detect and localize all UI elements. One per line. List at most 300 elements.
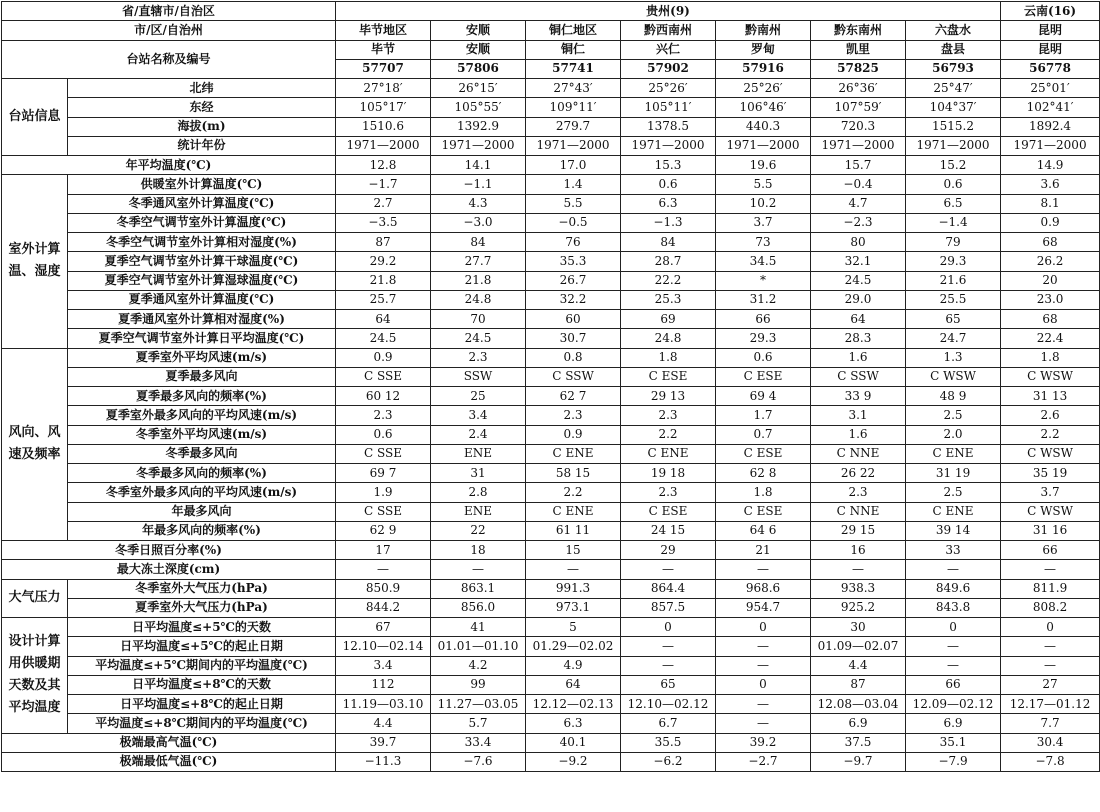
value-cell: −7.9 xyxy=(906,752,1001,771)
station-name-cell: 凯里 xyxy=(811,40,906,59)
value-cell: C SSW xyxy=(526,367,621,386)
value-cell: 80 xyxy=(811,233,906,252)
value-cell: C ESE xyxy=(716,502,811,521)
table-row xyxy=(2,521,1100,540)
value-cell: 1.7 xyxy=(716,406,811,425)
value-cell: 01.09—02.07 xyxy=(811,637,906,656)
city-cell: 黔东南州 xyxy=(811,21,906,40)
value-cell: 24.5 xyxy=(811,271,906,290)
value-cell: ENE xyxy=(431,444,526,463)
value-cell: 2.0 xyxy=(906,425,1001,444)
value-cell: — xyxy=(716,637,811,656)
value-cell: 863.1 xyxy=(431,579,526,598)
value-cell: 4.9 xyxy=(526,656,621,675)
station-label: 台站名称及编号 xyxy=(2,40,336,79)
value-cell: — xyxy=(716,695,811,714)
row-label: 年最多风向的频率(%) xyxy=(68,521,336,540)
value-cell: 0.6 xyxy=(336,425,431,444)
value-cell: 17 xyxy=(336,541,431,560)
value-cell: — xyxy=(906,637,1001,656)
province-yunnan: 云南(16) xyxy=(1001,2,1100,21)
table-row xyxy=(2,387,1100,406)
value-cell: 1.8 xyxy=(716,483,811,502)
value-cell: 1515.2 xyxy=(906,117,1001,136)
value-cell: −1.3 xyxy=(621,213,716,232)
value-cell: C WSW xyxy=(1001,502,1100,521)
value-cell: 0 xyxy=(716,618,811,637)
value-cell: 21.8 xyxy=(431,271,526,290)
value-cell: 21.8 xyxy=(336,271,431,290)
station-name-cell: 安顺 xyxy=(431,40,526,59)
table-row xyxy=(2,637,1100,656)
value-cell: 20 xyxy=(1001,271,1100,290)
value-cell: 32.2 xyxy=(526,290,621,309)
row-label: 年最多风向 xyxy=(68,502,336,521)
value-cell: 3.7 xyxy=(716,213,811,232)
value-cell: — xyxy=(1001,637,1100,656)
value-cell: 6.7 xyxy=(621,714,716,733)
city-cell: 黔南州 xyxy=(716,21,811,40)
value-cell: 31 16 xyxy=(1001,521,1100,540)
table-row xyxy=(2,502,1100,521)
value-cell: 2.3 xyxy=(621,406,716,425)
value-cell: 856.0 xyxy=(431,598,526,617)
value-cell: 62 9 xyxy=(336,521,431,540)
row-label: 夏季通风室外计算温度(℃) xyxy=(68,290,336,309)
value-cell: 14.1 xyxy=(431,156,526,175)
value-cell: 31 13 xyxy=(1001,387,1100,406)
station-name-cell: 罗甸 xyxy=(716,40,811,59)
table-row xyxy=(2,348,1100,367)
value-cell: C SSW xyxy=(811,367,906,386)
value-cell: 68 xyxy=(1001,233,1100,252)
row-label: 夏季室外平均风速(m/s) xyxy=(68,348,336,367)
value-cell: 24.5 xyxy=(431,329,526,348)
value-cell: C ESE xyxy=(716,444,811,463)
value-cell: 1971—2000 xyxy=(336,136,431,155)
value-cell: 0.6 xyxy=(716,348,811,367)
value-cell: 12.12—02.13 xyxy=(526,695,621,714)
value-cell: 5 xyxy=(526,618,621,637)
value-cell: 107°59′ xyxy=(811,98,906,117)
value-cell: 84 xyxy=(621,233,716,252)
value-cell: 35.5 xyxy=(621,733,716,752)
value-cell: 1971—2000 xyxy=(431,136,526,155)
value-cell: 2.3 xyxy=(621,483,716,502)
table-row xyxy=(2,290,1100,309)
table-row xyxy=(2,156,1100,175)
value-cell: 106°46′ xyxy=(716,98,811,117)
value-cell: 29 15 xyxy=(811,521,906,540)
row-label: 日平均温度≤+8℃的天数 xyxy=(68,675,336,694)
value-cell: 5.5 xyxy=(716,175,811,194)
value-cell: 01.29—02.02 xyxy=(526,637,621,656)
value-cell: 29.2 xyxy=(336,252,431,271)
value-cell: — xyxy=(621,560,716,579)
table-row xyxy=(2,695,1100,714)
row-label: 夏季室外最多风向的平均风速(m/s) xyxy=(68,406,336,425)
value-cell: 01.01—01.10 xyxy=(431,637,526,656)
value-cell: −7.6 xyxy=(431,752,526,771)
value-cell: 66 xyxy=(716,310,811,329)
table-row xyxy=(2,444,1100,463)
value-cell: 29 13 xyxy=(621,387,716,406)
value-cell: 12.09—02.12 xyxy=(906,695,1001,714)
value-cell: 26°15′ xyxy=(431,79,526,98)
value-cell: 33 xyxy=(906,541,1001,560)
value-cell: 2.2 xyxy=(526,483,621,502)
station-name-cell: 盘县 xyxy=(906,40,1001,59)
value-cell: −3.0 xyxy=(431,213,526,232)
value-cell: 857.5 xyxy=(621,598,716,617)
table-row xyxy=(2,714,1100,733)
value-cell: 440.3 xyxy=(716,117,811,136)
value-cell: 1.8 xyxy=(621,348,716,367)
value-cell: 25 xyxy=(431,387,526,406)
station-id-cell: 56778 xyxy=(1001,59,1100,78)
station-id-cell: 57916 xyxy=(716,59,811,78)
table-row xyxy=(2,541,1100,560)
value-cell: 35.1 xyxy=(906,733,1001,752)
climate-data-table xyxy=(1,1,1100,772)
value-cell: 76 xyxy=(526,233,621,252)
value-cell: 0.9 xyxy=(1001,213,1100,232)
category-label: 室外计算温、湿度 xyxy=(2,175,68,348)
value-cell: 0.6 xyxy=(906,175,1001,194)
value-cell: −9.2 xyxy=(526,752,621,771)
table-row xyxy=(2,752,1100,771)
province-label: 省/直辖市/自治区 xyxy=(2,2,336,21)
value-cell: C ESE xyxy=(716,367,811,386)
table-row xyxy=(2,464,1100,483)
table-row xyxy=(2,252,1100,271)
value-cell: 844.2 xyxy=(336,598,431,617)
table-row xyxy=(2,329,1100,348)
value-cell: 1.3 xyxy=(906,348,1001,367)
value-cell: C SSE xyxy=(336,502,431,521)
value-cell: C ENE xyxy=(906,502,1001,521)
value-cell: 66 xyxy=(906,675,1001,694)
value-cell: 15.3 xyxy=(621,156,716,175)
value-cell: 105°55′ xyxy=(431,98,526,117)
value-cell: C ENE xyxy=(526,502,621,521)
value-cell: −7.8 xyxy=(1001,752,1100,771)
value-cell: 40.1 xyxy=(526,733,621,752)
value-cell: 26°36′ xyxy=(811,79,906,98)
row-label: 夏季室外大气压力(hPa) xyxy=(68,598,336,617)
value-cell: 84 xyxy=(431,233,526,252)
value-cell: −0.5 xyxy=(526,213,621,232)
value-cell: 70 xyxy=(431,310,526,329)
value-cell: — xyxy=(1001,560,1100,579)
table-row xyxy=(2,233,1100,252)
value-cell: 29.0 xyxy=(811,290,906,309)
value-cell: −2.7 xyxy=(716,752,811,771)
value-cell: 39.7 xyxy=(336,733,431,752)
value-cell: 6.3 xyxy=(621,194,716,213)
table-row xyxy=(2,618,1100,637)
value-cell: 0.9 xyxy=(526,425,621,444)
value-cell: −11.3 xyxy=(336,752,431,771)
value-cell: 41 xyxy=(431,618,526,637)
value-cell: 4.4 xyxy=(336,714,431,733)
table-row xyxy=(2,271,1100,290)
value-cell: 29.3 xyxy=(716,329,811,348)
table-row xyxy=(2,560,1100,579)
city-cell: 昆明 xyxy=(1001,21,1100,40)
value-cell: — xyxy=(621,637,716,656)
value-cell: — xyxy=(716,560,811,579)
value-cell: 27 xyxy=(1001,675,1100,694)
table-row xyxy=(2,406,1100,425)
city-cell: 黔西南州 xyxy=(621,21,716,40)
value-cell: 23.0 xyxy=(1001,290,1100,309)
row-label: 年平均温度(℃) xyxy=(2,156,336,175)
value-cell: — xyxy=(431,560,526,579)
row-label: 海拔(m) xyxy=(68,117,336,136)
value-cell: 1.8 xyxy=(1001,348,1100,367)
value-cell: 34.5 xyxy=(716,252,811,271)
value-cell: −6.2 xyxy=(621,752,716,771)
value-cell: 0.7 xyxy=(716,425,811,444)
value-cell: — xyxy=(906,656,1001,675)
value-cell: 112 xyxy=(336,675,431,694)
table-row xyxy=(2,656,1100,675)
value-cell: 6.9 xyxy=(811,714,906,733)
value-cell: 7.7 xyxy=(1001,714,1100,733)
value-cell: 4.3 xyxy=(431,194,526,213)
station-name-cell: 昆明 xyxy=(1001,40,1100,59)
value-cell: 19 18 xyxy=(621,464,716,483)
table-row xyxy=(2,79,1100,98)
value-cell: — xyxy=(811,560,906,579)
value-cell: C ENE xyxy=(621,444,716,463)
value-cell: 0.6 xyxy=(621,175,716,194)
table-row xyxy=(2,310,1100,329)
row-label: 冬季最多风向的频率(%) xyxy=(68,464,336,483)
value-cell: 11.27—03.05 xyxy=(431,695,526,714)
value-cell: 66 xyxy=(1001,541,1100,560)
value-cell: 14.9 xyxy=(1001,156,1100,175)
value-cell: 87 xyxy=(336,233,431,252)
value-cell: SSW xyxy=(431,367,526,386)
value-cell: 2.6 xyxy=(1001,406,1100,425)
value-cell: 3.4 xyxy=(336,656,431,675)
value-cell: 10.2 xyxy=(716,194,811,213)
row-label: 夏季空气调节室外计算干球温度(℃) xyxy=(68,252,336,271)
value-cell: 17.0 xyxy=(526,156,621,175)
row-label: 日平均温度≤+8℃的起止日期 xyxy=(68,695,336,714)
value-cell: 954.7 xyxy=(716,598,811,617)
value-cell: 25°01′ xyxy=(1001,79,1100,98)
value-cell: 31 19 xyxy=(906,464,1001,483)
city-label: 市/区/自治州 xyxy=(2,21,336,40)
value-cell: C ESE xyxy=(621,367,716,386)
value-cell: −1.7 xyxy=(336,175,431,194)
value-cell: C ENE xyxy=(906,444,1001,463)
value-cell: 1392.9 xyxy=(431,117,526,136)
value-cell: 24 15 xyxy=(621,521,716,540)
value-cell: 843.8 xyxy=(906,598,1001,617)
value-cell: — xyxy=(716,714,811,733)
value-cell: 39.2 xyxy=(716,733,811,752)
table-row xyxy=(2,579,1100,598)
value-cell: 30.4 xyxy=(1001,733,1100,752)
value-cell: 6.3 xyxy=(526,714,621,733)
value-cell: 25.5 xyxy=(906,290,1001,309)
table-row xyxy=(2,733,1100,752)
category-label: 大气压力 xyxy=(2,579,68,618)
value-cell: 1510.6 xyxy=(336,117,431,136)
value-cell: C SSE xyxy=(336,444,431,463)
value-cell: 65 xyxy=(906,310,1001,329)
table-row xyxy=(2,367,1100,386)
value-cell: 16 xyxy=(811,541,906,560)
value-cell: 31 xyxy=(431,464,526,483)
category-label: 台站信息 xyxy=(2,79,68,156)
value-cell: 2.3 xyxy=(336,406,431,425)
value-cell: 64 xyxy=(526,675,621,694)
value-cell: 849.6 xyxy=(906,579,1001,598)
row-label: 统计年份 xyxy=(68,136,336,155)
row-label: 夏季空气调节室外计算日平均温度(℃) xyxy=(68,329,336,348)
value-cell: 102°41′ xyxy=(1001,98,1100,117)
value-cell: −9.7 xyxy=(811,752,906,771)
table-row xyxy=(2,98,1100,117)
value-cell: 26.2 xyxy=(1001,252,1100,271)
value-cell: 1971—2000 xyxy=(1001,136,1100,155)
value-cell: 22.4 xyxy=(1001,329,1100,348)
row-label: 最大冻土深度(cm) xyxy=(2,560,336,579)
category-label: 风向、风速及频率 xyxy=(2,348,68,541)
value-cell: 105°17′ xyxy=(336,98,431,117)
value-cell: 0 xyxy=(1001,618,1100,637)
table-row xyxy=(2,175,1100,194)
table-row xyxy=(2,194,1100,213)
city-cell: 铜仁地区 xyxy=(526,21,621,40)
value-cell: 67 xyxy=(336,618,431,637)
row-label: 夏季最多风向 xyxy=(68,367,336,386)
station-id-cell: 57806 xyxy=(431,59,526,78)
value-cell: 29.3 xyxy=(906,252,1001,271)
value-cell: 1971—2000 xyxy=(621,136,716,155)
value-cell: 22 xyxy=(431,521,526,540)
value-cell: C ESE xyxy=(621,502,716,521)
value-cell: 29 xyxy=(621,541,716,560)
province-row xyxy=(2,2,1100,21)
table-row xyxy=(2,598,1100,617)
value-cell: 68 xyxy=(1001,310,1100,329)
value-cell: 808.2 xyxy=(1001,598,1100,617)
city-cell: 六盘水 xyxy=(906,21,1001,40)
value-cell: C SSE xyxy=(336,367,431,386)
value-cell: 12.17—01.12 xyxy=(1001,695,1100,714)
value-cell: 6.9 xyxy=(906,714,1001,733)
value-cell: 15.7 xyxy=(811,156,906,175)
value-cell: 12.08—03.04 xyxy=(811,695,906,714)
city-row xyxy=(2,21,1100,40)
value-cell: 109°11′ xyxy=(526,98,621,117)
value-cell: 2.5 xyxy=(906,483,1001,502)
value-cell: 279.7 xyxy=(526,117,621,136)
value-cell: 0.8 xyxy=(526,348,621,367)
value-cell: 1971—2000 xyxy=(906,136,1001,155)
value-cell: 60 xyxy=(526,310,621,329)
value-cell: 973.1 xyxy=(526,598,621,617)
row-label: 极端最低气温(℃) xyxy=(2,752,336,771)
category-label: 设计计算用供暖期天数及其平均温度 xyxy=(2,618,68,734)
value-cell: 64 xyxy=(811,310,906,329)
value-cell: 1.6 xyxy=(811,348,906,367)
value-cell: 35 19 xyxy=(1001,464,1100,483)
value-cell: 62 7 xyxy=(526,387,621,406)
value-cell: ENE xyxy=(431,502,526,521)
station-id-cell: 57825 xyxy=(811,59,906,78)
value-cell: 2.4 xyxy=(431,425,526,444)
value-cell: 0 xyxy=(906,618,1001,637)
row-label: 供暖室外计算温度(℃) xyxy=(68,175,336,194)
row-label: 冬季通风室外计算温度(℃) xyxy=(68,194,336,213)
value-cell: 33.4 xyxy=(431,733,526,752)
value-cell: 15 xyxy=(526,541,621,560)
value-cell: 37.5 xyxy=(811,733,906,752)
value-cell: 32.1 xyxy=(811,252,906,271)
value-cell: 28.3 xyxy=(811,329,906,348)
value-cell: 24.8 xyxy=(621,329,716,348)
value-cell: 864.4 xyxy=(621,579,716,598)
value-cell: 24.8 xyxy=(431,290,526,309)
station-name-cell: 兴仁 xyxy=(621,40,716,59)
value-cell: 26 22 xyxy=(811,464,906,483)
value-cell: 1378.5 xyxy=(621,117,716,136)
row-label: 冬季空气调节室外计算温度(℃) xyxy=(68,213,336,232)
value-cell: C WSW xyxy=(1001,367,1100,386)
value-cell: 31.2 xyxy=(716,290,811,309)
value-cell: 87 xyxy=(811,675,906,694)
value-cell: 2.3 xyxy=(526,406,621,425)
value-cell: 4.4 xyxy=(811,656,906,675)
value-cell: 2.3 xyxy=(811,483,906,502)
value-cell: 27.7 xyxy=(431,252,526,271)
value-cell: 938.3 xyxy=(811,579,906,598)
row-label: 日平均温度≤+5℃的起止日期 xyxy=(68,637,336,656)
value-cell: 1892.4 xyxy=(1001,117,1100,136)
value-cell: C ENE xyxy=(526,444,621,463)
value-cell: 1.9 xyxy=(336,483,431,502)
value-cell: — xyxy=(526,560,621,579)
value-cell: 3.1 xyxy=(811,406,906,425)
value-cell: 3.6 xyxy=(1001,175,1100,194)
value-cell: 3.7 xyxy=(1001,483,1100,502)
value-cell: 79 xyxy=(906,233,1001,252)
value-cell: C WSW xyxy=(1001,444,1100,463)
value-cell: 2.2 xyxy=(621,425,716,444)
value-cell: 811.9 xyxy=(1001,579,1100,598)
value-cell: 27°43′ xyxy=(526,79,621,98)
value-cell: 1971—2000 xyxy=(716,136,811,155)
value-cell: 5.5 xyxy=(526,194,621,213)
value-cell: 4.7 xyxy=(811,194,906,213)
value-cell: 0 xyxy=(716,675,811,694)
value-cell: 73 xyxy=(716,233,811,252)
value-cell: 60 12 xyxy=(336,387,431,406)
value-cell: 2.3 xyxy=(431,348,526,367)
row-label: 东经 xyxy=(68,98,336,117)
value-cell: 69 7 xyxy=(336,464,431,483)
value-cell: −1.1 xyxy=(431,175,526,194)
value-cell: 850.9 xyxy=(336,579,431,598)
value-cell: 48 9 xyxy=(906,387,1001,406)
